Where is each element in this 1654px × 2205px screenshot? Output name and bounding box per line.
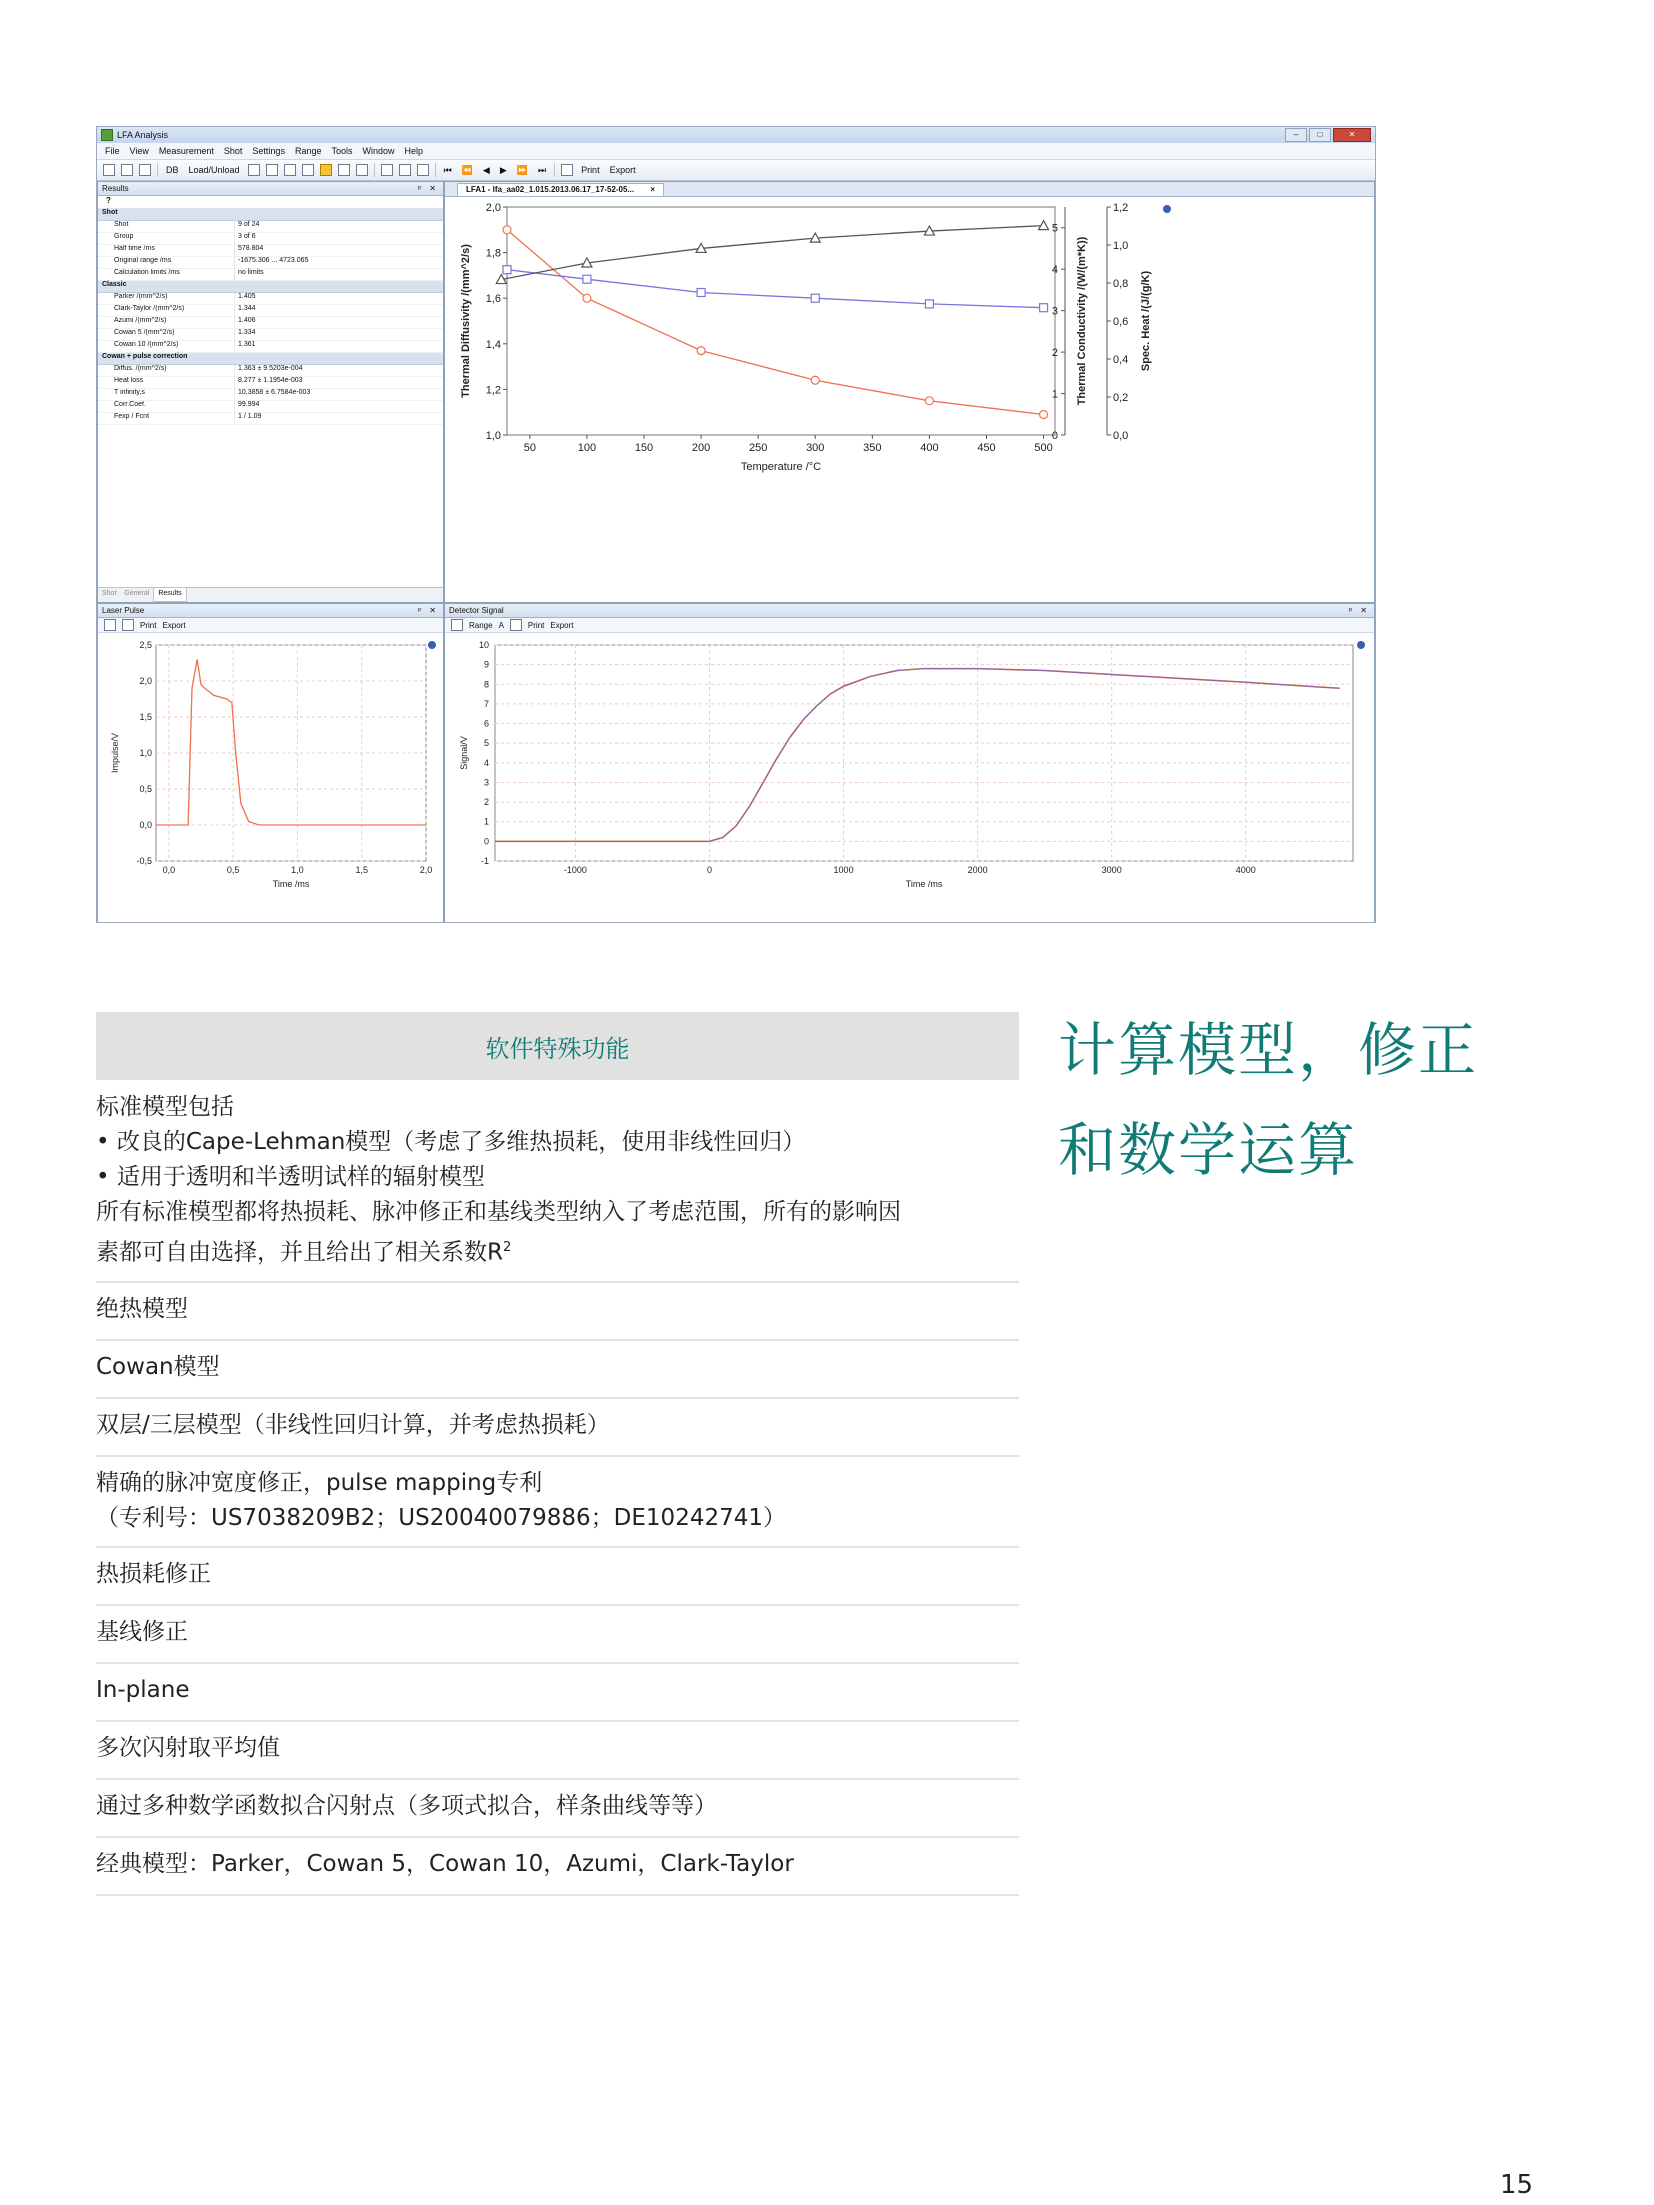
- results-value: 10.3858 ± 6.7584e-003: [238, 389, 311, 396]
- page-icon[interactable]: [451, 619, 463, 631]
- menu-window[interactable]: Window: [362, 146, 395, 156]
- new-file-icon[interactable]: [103, 164, 115, 176]
- data-point: [1040, 410, 1048, 418]
- results-key: Clark-Taylor /(mm^2/s): [98, 305, 235, 316]
- results-value: 1.405: [238, 293, 256, 300]
- x-tick-label: 150: [634, 442, 654, 454]
- x-tick-label: -1000: [563, 865, 587, 875]
- y-tick-label-left: 1,0: [485, 430, 501, 442]
- y-tick-label-left: 1,2: [485, 384, 501, 397]
- results-key: Group: [98, 233, 235, 244]
- feature-row: [96, 1722, 1019, 1780]
- window-title: LFA Analysis: [117, 130, 169, 140]
- menu-shot[interactable]: Shot: [223, 146, 243, 156]
- page-number: 15: [1500, 2170, 1534, 2200]
- feature-table: [96, 1012, 1019, 1896]
- results-key: Calculation limits /ms: [98, 269, 235, 280]
- y-tick-label: 0,0: [139, 820, 152, 830]
- prev-icon[interactable]: ◀: [482, 164, 490, 175]
- menu-range[interactable]: Range: [294, 146, 322, 156]
- standard-models-block: [96, 1080, 1019, 1283]
- results-key: Diffus. /(mm^2/s): [98, 365, 235, 376]
- results-key: Cowan 10 /(mm^2/s): [98, 341, 235, 352]
- results-key: Heat loss: [98, 377, 235, 388]
- help-icon: [428, 641, 436, 649]
- x-tick-label: 350: [863, 442, 882, 454]
- y-tick-label: 7: [483, 698, 489, 709]
- maximize-button[interactable]: □: [1309, 128, 1331, 142]
- y-tick-label: 10: [478, 640, 489, 650]
- x-tick-label: 100: [577, 442, 597, 454]
- pane-controls[interactable]: ᵖ ✕: [418, 606, 439, 615]
- x-tick-label: 4000: [1235, 865, 1256, 875]
- app-icon: [101, 129, 113, 141]
- results-row: [98, 413, 443, 425]
- y-tick-label: 2: [483, 797, 489, 808]
- data-point: [583, 294, 591, 302]
- results-value: no limits: [238, 269, 264, 276]
- y-tick-label-right2: 0,0: [1113, 430, 1129, 442]
- data-point: [925, 397, 933, 405]
- y-tick-label-right2: 1,2: [1113, 202, 1129, 214]
- laser-print-button[interactable]: Print: [140, 620, 157, 630]
- feature-text: 经典模型：Parker，Cowan 5，Cowan 10，Azumi，Clark-Taylor: [96, 1850, 794, 1877]
- x-tick-label: 400: [920, 442, 939, 454]
- tab-shot[interactable]: Shot: [102, 590, 117, 597]
- feature-row: [96, 1780, 1019, 1838]
- x-tick-label: 1,5: [355, 865, 368, 875]
- y-axis-label-right2: Spec. Heat /(J/(g/K): [1140, 270, 1152, 372]
- data-point: [925, 300, 933, 308]
- y-tick-label: 1,5: [139, 712, 152, 722]
- main-chart: [445, 197, 1374, 602]
- results-key: Corr.Coef.: [98, 401, 235, 412]
- laser-pulse-chart: [98, 633, 443, 923]
- main-toolbar: [97, 160, 1375, 181]
- detector-signal-title: Detector Signal: [449, 606, 504, 615]
- feature-row: [96, 1664, 1019, 1722]
- prev-fast-icon[interactable]: ⏪: [461, 164, 473, 175]
- y-tick-label-left: 1,8: [485, 247, 501, 260]
- results-row: [98, 401, 443, 413]
- laser-export-button[interactable]: Export: [162, 620, 186, 630]
- tool-icon[interactable]: [284, 164, 296, 176]
- feature-table-header: 软件特殊功能: [96, 1012, 1019, 1080]
- results-row: [98, 365, 443, 377]
- results-key: Cowan 5 /(mm^2/s): [98, 329, 235, 340]
- report-icon[interactable]: [122, 619, 134, 631]
- db-button[interactable]: DB: [166, 165, 179, 175]
- feature-text: 绝热模型: [96, 1295, 188, 1322]
- results-key: Original range /ms: [98, 257, 235, 268]
- export-button[interactable]: Export: [609, 165, 636, 175]
- results-value: 1.363 ± 9.5203e-004: [238, 365, 303, 372]
- x-axis-label: Time /ms: [905, 879, 943, 889]
- results-value: 9 of 24: [238, 221, 260, 228]
- section-heading: [1058, 1000, 1478, 1200]
- intro-line-r2: [96, 1230, 1019, 1271]
- detector-signal-toolbar: [445, 618, 1374, 633]
- results-key: Half time /ms: [98, 245, 235, 256]
- data-point: [811, 294, 819, 302]
- y-axis-label: Impulse/V: [110, 732, 120, 774]
- results-key: Azumi /(mm^2/s): [98, 317, 235, 328]
- results-row: [98, 305, 443, 317]
- results-value: 1.361: [238, 341, 256, 348]
- results-section-header[interactable]: Classic: [98, 281, 443, 293]
- menu-view[interactable]: View: [129, 146, 149, 156]
- feature-text: 基线修正: [96, 1618, 188, 1645]
- x-tick-label: 0: [706, 865, 713, 875]
- intro-line: 所有标准模型都将热损耗、脉冲修正和基线类型纳入了考虑范围，所有的影响因: [96, 1199, 901, 1225]
- feature-text: Cowan模型: [96, 1353, 220, 1380]
- y-axis-label: Signal/V: [459, 736, 469, 770]
- feature-text: 精确的脉冲宽度修正，pulse mapping专利: [96, 1469, 543, 1496]
- y-tick-label-right1: 5: [1051, 222, 1058, 235]
- feature-row: [96, 1341, 1019, 1399]
- x-tick-label: 2,0: [419, 865, 433, 875]
- data-point: [697, 289, 705, 297]
- x-axis-label: Temperature /°C: [740, 461, 822, 473]
- last-icon[interactable]: ⏭: [537, 164, 547, 175]
- results-pane-header: [98, 182, 443, 196]
- results-row: [98, 269, 443, 281]
- x-tick-label: 250: [748, 442, 768, 454]
- results-grid: [98, 209, 443, 425]
- feature-row: [96, 1548, 1019, 1606]
- results-row: [98, 377, 443, 389]
- x-tick-label: 200: [691, 442, 711, 454]
- x-tick-label: 1,0: [291, 865, 304, 875]
- minimize-button[interactable]: –: [1285, 128, 1307, 142]
- y-tick-label-right1: 4: [1051, 264, 1058, 277]
- document-tab[interactable]: [457, 183, 664, 196]
- results-row: [98, 221, 443, 233]
- menu-tools[interactable]: Tools: [331, 146, 353, 156]
- laser-pulse-header: [98, 604, 443, 618]
- y-axis-label-right1: Thermal Conductivity /(W/(m*K)): [1076, 236, 1088, 406]
- y-tick-label-right2: 0,4: [1113, 354, 1129, 366]
- data-point: [697, 347, 705, 355]
- y-tick-label: 2,0: [139, 676, 152, 686]
- y-tick-label-right2: 0,2: [1113, 392, 1129, 404]
- x-tick-label: 500: [1034, 442, 1053, 454]
- laser-pulse-title: Laser Pulse: [102, 606, 145, 615]
- feature-text: 通过多种数学函数拟合闪射点（多项式拟合，样条曲线等等）: [96, 1792, 717, 1819]
- detector-signal-pane: [444, 603, 1375, 923]
- feature-row: [96, 1457, 1019, 1548]
- pane-controls[interactable]: ᵖ ✕: [1349, 606, 1370, 615]
- y-tick-label: 1: [483, 816, 489, 827]
- y-tick-label: -0,5: [136, 856, 152, 866]
- tool-icon[interactable]: [266, 164, 278, 176]
- results-row: [98, 293, 443, 305]
- y-tick-label-left: 1,6: [485, 293, 501, 306]
- menu-help[interactable]: Help: [404, 146, 424, 156]
- y-tick-label: 1,0: [139, 748, 152, 758]
- results-row: [98, 233, 443, 245]
- results-key: Parker /(mm^2/s): [98, 293, 235, 304]
- next-fast-icon[interactable]: ⏩: [516, 164, 528, 175]
- results-key: Fexp / Fcnt: [98, 413, 235, 424]
- x-tick-label: 1000: [833, 865, 854, 875]
- y-tick-label-right2: 0,8: [1113, 278, 1129, 290]
- data-point: [583, 275, 591, 283]
- x-tick-label: 0,0: [162, 865, 176, 875]
- x-tick-label: 2000: [967, 865, 988, 875]
- open-file-icon[interactable]: [121, 164, 133, 176]
- close-window-button[interactable]: ✕: [1333, 128, 1371, 142]
- results-value: 99.994: [238, 401, 260, 408]
- y-tick-label-right1: 1: [1051, 388, 1058, 401]
- title-bar: [97, 127, 1375, 143]
- feature-row: [96, 1606, 1019, 1664]
- y-tick-label-right2: 1,0: [1113, 240, 1129, 252]
- y-tick-label-right1: 3: [1051, 305, 1058, 318]
- y-tick-label-right1: 2: [1051, 347, 1058, 360]
- results-value: 1.406: [238, 317, 256, 324]
- y-tick-label: -1: [480, 856, 489, 866]
- y-tick-label-right1: 0: [1051, 430, 1058, 442]
- intro-line: • 适用于透明和半透明试样的辐射模型: [96, 1164, 485, 1190]
- y-tick-label-left: 1,4: [485, 338, 501, 351]
- feature-text: 热损耗修正: [96, 1560, 211, 1587]
- menu-measurement[interactable]: Measurement: [158, 146, 214, 156]
- y-tick-label: 4: [483, 757, 489, 768]
- y-tick-label: 0,5: [139, 784, 152, 794]
- y-tick-label-left: 2,0: [485, 202, 501, 214]
- results-row: [98, 341, 443, 353]
- data-point: [503, 226, 511, 234]
- tool-icon[interactable]: [248, 164, 260, 176]
- document-tab-label: LFA1 - lfa_aa02_1.015.2013.06.17_17-52-05...: [466, 185, 635, 194]
- menu-file[interactable]: File: [105, 146, 120, 156]
- feature-row: [96, 1283, 1019, 1341]
- load-unload-button[interactable]: Load/Unload: [188, 165, 240, 175]
- heading-line-1: 计算模型，修正: [1058, 1016, 1479, 1084]
- results-value: 1.344: [238, 305, 256, 312]
- report-icon[interactable]: [510, 619, 522, 631]
- y-tick-label: 3: [483, 777, 489, 788]
- data-point: [503, 266, 511, 274]
- fit-icon[interactable]: [417, 164, 429, 176]
- results-row: [98, 257, 443, 269]
- laser-pulse-toolbar: [98, 618, 443, 633]
- r2-superscript: 2: [502, 1240, 512, 1255]
- report-icon[interactable]: [561, 164, 573, 176]
- results-row: [98, 389, 443, 401]
- results-row: [98, 245, 443, 257]
- results-section-header[interactable]: Cowan + pulse correction: [98, 353, 443, 365]
- x-axis-label: Time /ms: [272, 879, 310, 889]
- feature-text: （专利号：US7038209B2；US20040079886；DE10242741）: [96, 1504, 786, 1531]
- menu-settings[interactable]: Settings: [252, 146, 285, 156]
- help-icon: [1163, 205, 1171, 213]
- highlight-tool-icon[interactable]: [320, 164, 332, 176]
- feature-row: [96, 1399, 1019, 1457]
- x-tick-label: 3000: [1101, 865, 1122, 875]
- range-button[interactable]: Range: [469, 620, 493, 630]
- y-tick-label: 6: [483, 718, 489, 729]
- y-tick-label: 9: [483, 659, 489, 670]
- detector-signal-header: [445, 604, 1374, 618]
- main-chart-pane: [444, 181, 1375, 603]
- plot-area: [495, 645, 1353, 861]
- results-value: 3 of 6: [238, 233, 256, 240]
- tab-results[interactable]: Results: [153, 588, 186, 602]
- document-tabs: [445, 182, 1374, 197]
- print-button[interactable]: Print: [581, 165, 600, 175]
- laser-pulse-pane: [97, 603, 444, 923]
- chart-icon[interactable]: [338, 164, 350, 176]
- detector-export-button[interactable]: Export: [550, 620, 574, 630]
- results-key: Shot: [98, 221, 235, 232]
- help-icon: [1357, 641, 1365, 649]
- intro-line: • 改良的Cape-Lehman模型（考虑了多维热损耗，使用非线性回归）: [96, 1129, 806, 1155]
- data-point: [811, 376, 819, 384]
- results-value: 8.277 ± 1.1954e-003: [238, 377, 303, 384]
- zoom-icon[interactable]: [399, 164, 411, 176]
- document-tab-close[interactable]: ×: [650, 185, 656, 194]
- x-tick-label: 300: [806, 442, 825, 454]
- results-key: T infinity,s: [98, 389, 235, 400]
- tab-general[interactable]: General: [124, 590, 150, 597]
- page-icon[interactable]: [104, 619, 116, 631]
- menu-bar: [97, 143, 1375, 160]
- feature-row: [96, 1838, 1019, 1896]
- heading-line-2: 和数学运算: [1058, 1116, 1359, 1184]
- y-tick-label: 5: [483, 738, 489, 749]
- x-tick-label: 450: [977, 442, 996, 454]
- results-question[interactable]: ?: [98, 196, 443, 209]
- results-section-header[interactable]: Shot: [98, 209, 443, 221]
- results-tabs: [98, 587, 443, 602]
- x-tick-label: 50: [523, 442, 536, 454]
- results-value: 1 / 1.09: [238, 413, 262, 420]
- lfa-analysis-screenshot: [96, 126, 1376, 923]
- y-axis-label-left: Thermal Diffusivity /(mm^2/s): [460, 244, 472, 398]
- first-icon[interactable]: ⏮: [443, 164, 452, 175]
- feature-text: 双层/三层模型（非线性回归计算，并考虑热损耗）: [96, 1411, 610, 1438]
- y-tick-label: 8: [483, 679, 489, 690]
- y-tick-label-right2: 0,6: [1113, 316, 1129, 328]
- intro-line: 标准模型包括: [96, 1094, 234, 1120]
- results-value: 1.334: [238, 329, 256, 336]
- results-pane: [97, 181, 444, 603]
- feature-rows: [96, 1283, 1019, 1896]
- x-tick-label: 0,5: [226, 865, 240, 875]
- results-row: [98, 317, 443, 329]
- next-icon[interactable]: ▶: [499, 164, 507, 175]
- feature-text: In-plane: [96, 1676, 190, 1703]
- results-value: -1675.306 ... 4723.065: [238, 257, 309, 264]
- results-pane-title: Results: [102, 184, 129, 193]
- intro-line: 素都可自由选择，并且给出了相关系数R: [96, 1239, 503, 1266]
- data-point: [1040, 304, 1048, 312]
- chart-icon[interactable]: [356, 164, 368, 176]
- font-button[interactable]: A: [498, 620, 504, 630]
- save-icon[interactable]: [139, 164, 151, 176]
- tool-icon[interactable]: [302, 164, 314, 176]
- results-value: 578.804: [238, 245, 264, 252]
- y-tick-label: 2,5: [139, 640, 152, 650]
- detector-signal-chart: [445, 633, 1374, 923]
- pane-controls[interactable]: ᵖ ✕: [418, 184, 439, 193]
- feature-text: 多次闪射取平均值: [96, 1734, 280, 1761]
- detector-print-button[interactable]: Print: [527, 620, 545, 630]
- y-tick-label: 0: [483, 836, 489, 847]
- zoom-icon[interactable]: [381, 164, 393, 176]
- results-row: [98, 329, 443, 341]
